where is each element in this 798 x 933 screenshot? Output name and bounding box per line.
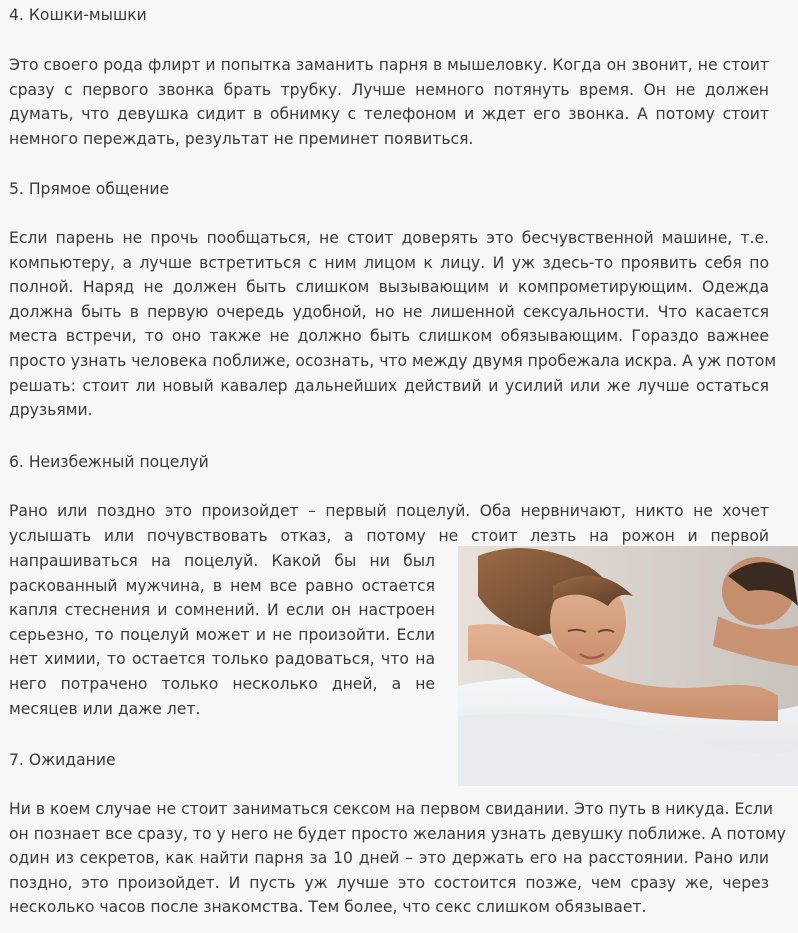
paragraph-line: думать, что девушка сидит в обнимку с телефоном и ждет его звонка. А потому стоит bbox=[9, 105, 769, 124]
section-4-heading: 4. Кошки-мышки bbox=[9, 6, 147, 24]
paragraph-line: Рано или поздно это произойдет – первый поцелуй. Оба нервничают, никто не хочет bbox=[9, 502, 769, 520]
couple-photo bbox=[458, 546, 798, 786]
paragraph-line: нет химии, то остается только радоваться, что на bbox=[9, 650, 435, 669]
paragraph-line: капля стеснения и сомнений. И если он настроен bbox=[9, 601, 435, 620]
paragraph-line: он познает все сразу, то у него не будет просто желания узнать девушку поближе. А потому bbox=[9, 824, 786, 843]
paragraph-line: месяцев или даже лет. bbox=[9, 699, 201, 718]
paragraph-line: Ни в коем случае не стоит заниматься сексом на первом свидании. Это путь в никуда. Если bbox=[9, 800, 774, 818]
section-5-paragraph bbox=[9, 226, 777, 423]
section-6-paragraph-wide bbox=[9, 499, 769, 548]
paragraph-line: просто узнать человека поближе, осознать, что между двумя пробежала искра. А уж потом bbox=[9, 351, 777, 370]
paragraph-line: компьютеру, а лучше встретиться с ним лицом к лицу. И уж здесь-то проявить себя по bbox=[9, 253, 769, 272]
paragraph-line: немного переждать, результат не преминет появиться. bbox=[9, 129, 474, 148]
section-6-paragraph-narrow bbox=[9, 549, 435, 721]
paragraph-line: поздно, это произойдет. И пусть уж лучше это состоится позже, чем сразу же, через bbox=[9, 873, 769, 892]
section-5-heading: 5. Прямое общение bbox=[9, 180, 170, 198]
paragraph-line: должна быть в первую очередь удобной, но не лишенной сексуальности. Что касается bbox=[9, 302, 769, 321]
paragraph-line: несколько часов после знакомства. Тем более, что секс слишком обязывает. bbox=[9, 898, 647, 917]
paragraph-line: места встречи, то оно также не должно быть слишком обязывающим. Гораздо важнее bbox=[9, 327, 769, 346]
paragraph-line: раскованный мужчина, в нем все равно остается bbox=[9, 576, 435, 595]
section-7-heading: 7. Ожидание bbox=[9, 751, 116, 769]
paragraph-line: серьезно, то поцелуй может и не произойти. Если bbox=[9, 625, 435, 644]
paragraph-line: решать: стоит ли новый кавалер дальнейших действий и усилий или же лучше остаться bbox=[9, 376, 769, 395]
paragraph-line: друзьями. bbox=[9, 401, 93, 420]
section-7-paragraph bbox=[9, 797, 786, 920]
section-6-heading: 6. Неизбежный поцелуй bbox=[9, 453, 209, 471]
paragraph-line: него потрачено только несколько дней, а не bbox=[9, 674, 435, 693]
paragraph-line: полной. Наряд не должен быть слишком вызывающим и компрометирующим. Одежда bbox=[9, 278, 769, 297]
paragraph-line: сразу с первого звонка брать трубку. Лучше немного потянуть время. Он не должен bbox=[9, 80, 769, 99]
paragraph-line: напрашиваться на поцелуй. Какой бы ни был bbox=[9, 552, 435, 570]
paragraph-line: Это своего рода флирт и попытка заманить парня в мышеловку. Когда он звонит, не стоит bbox=[9, 56, 769, 74]
paragraph-line: Если парень не прочь пообщаться, не стоит доверять это бесчувственной машине, т.е. bbox=[9, 229, 769, 247]
paragraph-line: один из секретов, как найти парня за 10 дней – это держать его на расстоянии. Рано или bbox=[9, 849, 769, 868]
paragraph-line: услышать или почувствовать отказ, а потому не стоит лезть на рожон и первой bbox=[9, 526, 769, 545]
section-4-paragraph bbox=[9, 53, 769, 151]
